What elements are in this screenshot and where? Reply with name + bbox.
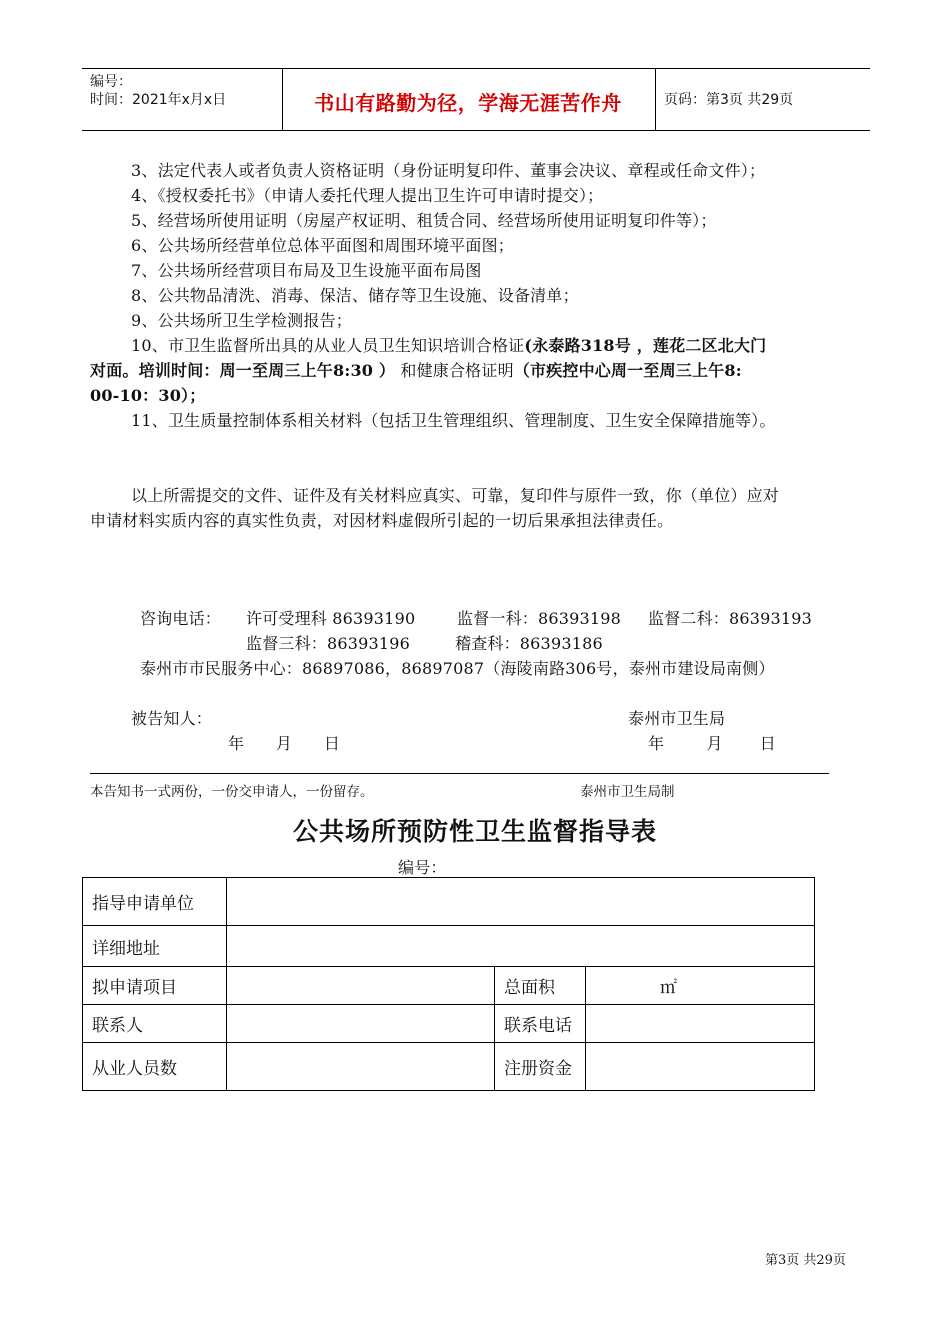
header-page-info: 页码：第3页 共29页 (664, 92, 794, 108)
contact-supervision-1: 监督一科：86393198 (457, 609, 622, 628)
page-header (82, 68, 870, 131)
date-left: 年 月 日 (228, 734, 341, 753)
list-item-10 (131, 333, 766, 356)
form-number-label: 编号： (398, 858, 447, 877)
table-row (83, 967, 815, 1005)
list-item-11: 11、卫生质量控制体系相关材料（包括卫生管理组织、管理制度、卫生安全保障措施等）。 (131, 411, 776, 430)
contact-supervision-2: 监督二科：86393193 (648, 609, 813, 628)
label-registered-capital: 注册资金 (495, 1043, 586, 1091)
list-item-10-cdc-time: 00-10：30）； (90, 386, 206, 405)
list-item-5: 5、经营场所使用证明（房屋产权证明、租赁合同、经营场所使用证明复印件等）； (131, 211, 717, 230)
field-contact-phone[interactable] (586, 1005, 815, 1043)
form-title: 公共场所预防性卫生监督指导表 (292, 817, 657, 846)
page-footer: 第3页 共29页 (765, 1253, 846, 1268)
field-total-area[interactable] (586, 967, 815, 1005)
list-item-10-training-time: 对面。培训时间：周一至周三上午8:30 ） (90, 361, 396, 380)
header-motto: 书山有路勤为径，学海无涯苦作舟 (314, 91, 622, 115)
header-number-label: 编号： (90, 74, 132, 90)
field-contact-person[interactable] (227, 1005, 495, 1043)
area-unit: ㎡ (660, 978, 677, 998)
statement-line-2: 申请材料实质内容的真实性负责，对因材料虚假所引起的一切后果承担法律责任。 (90, 511, 674, 530)
table-row (83, 926, 815, 967)
header-meta (90, 73, 226, 109)
list-item-8: 8、公共物品清洗、消毒、保洁、储存等卫生设施、设备清单； (131, 286, 579, 305)
divider-line (90, 773, 829, 774)
guidance-form-table (82, 877, 815, 1091)
label-contact-person: 联系人 (83, 1005, 227, 1043)
label-applicant-unit: 指导申请单位 (83, 878, 227, 926)
list-item-10-text: 10、市卫生监督所出具的从业人员卫生知识培训合格证 (131, 336, 525, 355)
contact-audit: 稽查科：86393186 (455, 634, 603, 653)
table-row (83, 1043, 815, 1091)
contact-service-center: 泰州市市民服务中心：86897086，86897087（海陵南路306号，泰州市建设局南侧） (140, 659, 775, 678)
footnote-issuer: 泰州市卫生局制 (580, 784, 675, 800)
contact-supervision-3: 监督三科：86393196 (246, 634, 411, 653)
issuing-bureau: 泰州市卫生局 (628, 709, 726, 728)
list-item-3: 3、法定代表人或者负责人资格证明（身份证明复印件、董事会决议、章程或任命文件）； (131, 161, 766, 180)
list-item-6: 6、公共场所经营单位总体平面图和周围环境平面图； (131, 236, 514, 255)
field-applicant-unit[interactable] (227, 878, 815, 926)
label-project: 拟申请项目 (83, 967, 227, 1005)
list-item-9: 9、公共场所卫生学检测报告； (131, 311, 352, 330)
statement-line-1: 以上所需提交的文件、证件及有关材料应真实、可靠，复印件与原件一致，你（单位）应对 (131, 486, 780, 505)
list-item-7: 7、公共场所经营项目布局及卫生设施平面布局图 (131, 261, 482, 280)
label-staff-count: 从业人员数 (83, 1043, 227, 1091)
list-item-4: 4、《授权委托书》（申请人委托代理人提出卫生许可申请时提交）； (131, 186, 604, 205)
field-staff-count[interactable] (227, 1043, 495, 1091)
list-item-10-cdc: （市疾控中心周一至周三上午8: (513, 361, 742, 380)
field-project[interactable] (227, 967, 495, 1005)
field-registered-capital[interactable] (586, 1043, 815, 1091)
field-address[interactable] (227, 926, 815, 967)
contact-permit: 许可受理科 86393190 (246, 609, 416, 628)
table-row (83, 878, 815, 926)
label-address: 详细地址 (83, 926, 227, 967)
list-item-10-address: (永泰路318号 ，莲花二区北大门 (524, 336, 767, 355)
list-item-10-cont (90, 358, 742, 381)
label-contact-phone: 联系电话 (495, 1005, 586, 1043)
date-right: 年 月 日 (648, 734, 776, 753)
header-date: 时间：2021年x月x日 (90, 92, 227, 108)
footnote-copies: 本告知书一式两份，一份交申请人，一份留存。 (90, 784, 374, 800)
table-row (83, 1005, 815, 1043)
contact-label: 咨询电话： (140, 609, 222, 628)
label-total-area: 总面积 (495, 967, 586, 1005)
list-item-10-health-cert: 和健康合格证明 (395, 361, 514, 380)
notified-person-label: 被告知人： (131, 709, 213, 728)
header-divider (655, 69, 656, 130)
